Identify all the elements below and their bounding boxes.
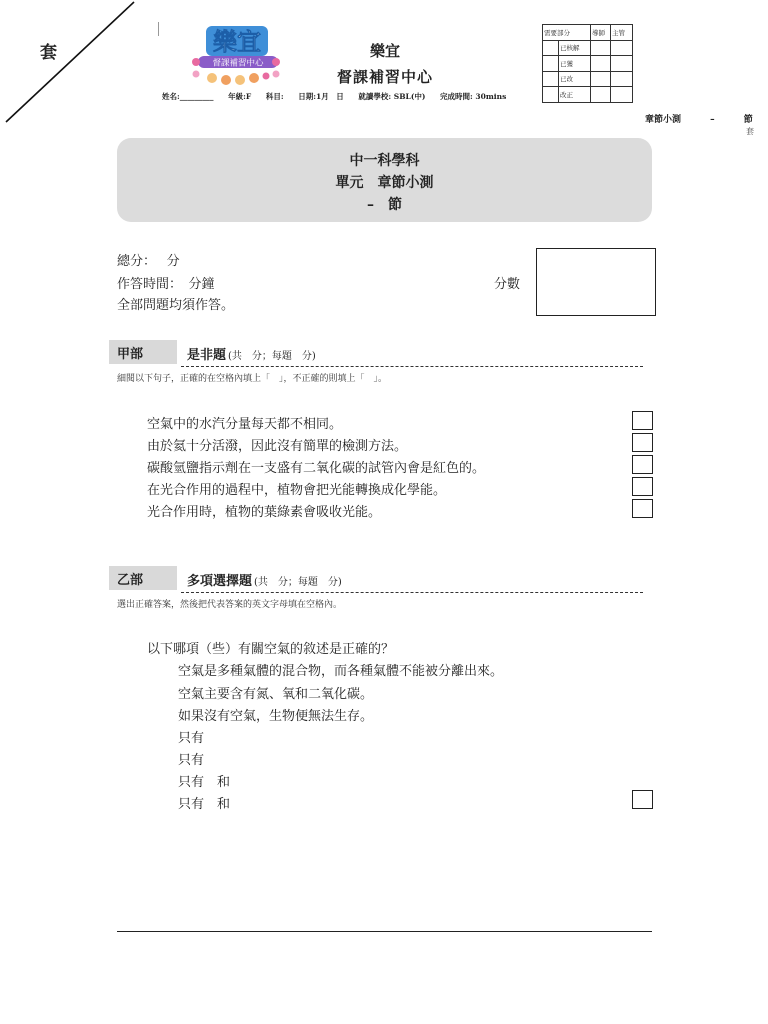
mc-statement: 空氣主要含有氮、氧和二氧化碳。 xyxy=(178,687,374,702)
true-false-item: 空氣中的水汽分量每天都不相同。 xyxy=(147,417,343,432)
section-a-subtitle: (共 分；每題 分) xyxy=(228,351,316,362)
corner-label: 套 xyxy=(40,43,57,63)
section-b-divider xyxy=(181,592,643,593)
section-a-note: 細閱以下句子，正確的在空格內填上「 」，不正確的則填上「 」。 xyxy=(117,374,388,384)
true-false-item: 光合作用時，植物的葉綠素會吸收光能。 xyxy=(147,505,382,520)
section-a-tag: 甲部 xyxy=(109,340,177,364)
answer-box[interactable] xyxy=(632,411,653,430)
status-row-label: 改正 xyxy=(559,87,591,103)
status-row-label: 已獲 xyxy=(559,56,591,72)
true-false-item: 在光合作用的過程中，植物會把光能轉換成化學能。 xyxy=(147,483,447,498)
info-subject: 科目: xyxy=(265,92,284,101)
chapter-quiz-label: 章節小測 xyxy=(645,115,682,125)
info-school: 就讀學校: SBL(中) xyxy=(358,92,426,101)
chapter-quiz-dash: – xyxy=(710,115,715,125)
mc-option: 只有 和 xyxy=(178,775,231,790)
organization-subtitle: 督課補習中心 xyxy=(336,68,433,86)
mc-question: 以下哪項（些）有關空氣的敘述是正確的？ xyxy=(147,642,395,657)
organization-name: 樂宜 xyxy=(369,42,400,60)
mc-statement: 如果沒有空氣，生物便無法生存。 xyxy=(178,709,374,724)
section-title: – 節 xyxy=(367,197,402,213)
info-name: 姓名:_________ xyxy=(162,92,214,101)
chapter-quiz-set: 套 xyxy=(746,127,754,136)
unit-title: 單元 章節小測 xyxy=(335,175,434,191)
section-b-subtitle: (共 分；每題 分) xyxy=(254,577,342,588)
answer-box[interactable] xyxy=(632,790,653,809)
status-table-title: 需要部分 xyxy=(543,25,591,41)
logo-text-main: 樂宜 xyxy=(213,28,261,56)
section-a-title-text: 是非題 xyxy=(187,348,227,363)
instructions-text: 全部問題均須作答。 xyxy=(117,298,235,313)
info-date: 日期:1月 日 xyxy=(298,92,344,101)
answer-time-text: 作答時間： 分鐘 xyxy=(117,277,215,292)
section-b-title xyxy=(187,570,342,589)
status-col-teacher: 導師 xyxy=(591,25,611,41)
corner-diagonal-line xyxy=(0,0,140,130)
status-row-label: 已核解 xyxy=(559,40,591,56)
score-box[interactable] xyxy=(536,248,656,316)
section-a-divider xyxy=(181,366,643,367)
total-score-text: 總分： 分 xyxy=(117,254,180,269)
mc-option: 只有 xyxy=(178,753,205,768)
chapter-quiz-header xyxy=(645,112,768,125)
answer-box[interactable] xyxy=(632,499,653,518)
answer-box[interactable] xyxy=(632,455,653,474)
status-table xyxy=(542,24,633,103)
title-box xyxy=(117,138,652,222)
mc-statement: 空氣是多種氣體的混合物，而各種氣體不能被分離出來。 xyxy=(178,664,504,679)
brand-logo xyxy=(190,24,282,88)
answer-box[interactable] xyxy=(632,477,653,496)
bottom-divider xyxy=(117,931,652,932)
mc-option: 只有 xyxy=(178,731,205,746)
student-info-line xyxy=(162,91,518,102)
true-false-item: 碳酸氫鹽指示劑在一支盛有二氧化碳的試管內會是紅色的。 xyxy=(147,461,486,476)
info-grade: 年級:F xyxy=(228,92,252,101)
mc-option: 只有 和 xyxy=(178,797,231,812)
status-row-label: 已改 xyxy=(559,71,591,87)
section-b-tag: 乙部 xyxy=(109,566,177,590)
true-false-item: 由於氦十分活潑，因此沒有簡單的檢測方法。 xyxy=(147,439,408,454)
course-title: 中一科學科 xyxy=(349,153,420,169)
status-col-owner: 主管 xyxy=(611,25,633,41)
info-time: 完成時間: 30mins xyxy=(440,92,507,101)
logo-text-ribbon: 督課補習中心 xyxy=(212,58,264,69)
section-a-title xyxy=(187,344,316,363)
answer-box[interactable] xyxy=(632,433,653,452)
section-b-title-text: 多項選擇題 xyxy=(187,574,253,589)
chapter-quiz-section: 節 xyxy=(743,115,753,125)
score-label: 分數 xyxy=(494,277,521,292)
section-b-note: 選出正確答案，然後把代表答案的英文字母填在空格內。 xyxy=(117,600,343,610)
header-left-mark xyxy=(158,22,159,36)
